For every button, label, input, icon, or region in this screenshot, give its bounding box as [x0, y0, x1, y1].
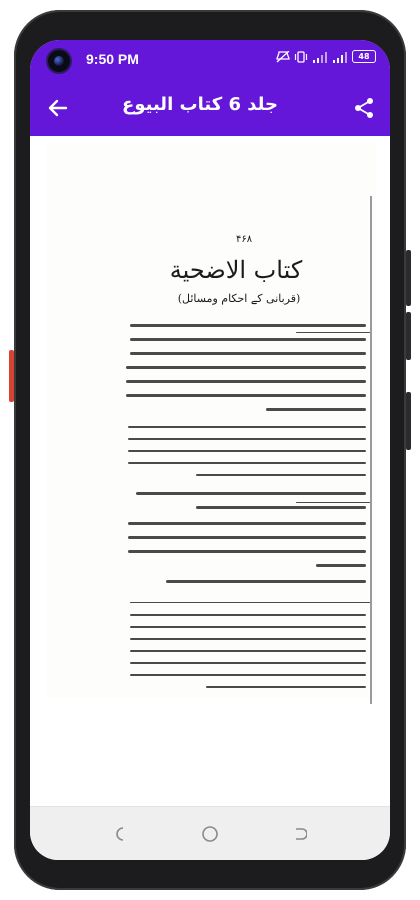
page-title: جلد 6 كتاب البيوع	[122, 94, 278, 115]
share-icon	[353, 97, 375, 119]
wifi-signal-icon	[332, 51, 348, 63]
mute-icon	[276, 51, 290, 63]
footnote-divider	[130, 602, 370, 603]
back-button[interactable]	[44, 94, 72, 122]
power-button	[406, 392, 411, 450]
side-button-red	[9, 350, 14, 402]
chapter-heading: كتاب الاضحية	[169, 256, 303, 284]
volume-down-button	[406, 312, 411, 360]
recents-icon	[113, 826, 129, 842]
app-bar	[30, 80, 390, 136]
battery-icon: 48	[352, 50, 376, 63]
page-number: ۴۶۸	[236, 234, 253, 245]
document-viewer[interactable]	[30, 136, 390, 806]
screen	[30, 40, 390, 860]
back-nav-icon	[291, 826, 307, 842]
home-icon	[201, 825, 219, 843]
page-edge	[370, 196, 372, 704]
status-icons	[276, 50, 376, 63]
vibrate-icon	[294, 51, 308, 63]
home-button[interactable]	[199, 823, 221, 845]
status-bar	[30, 40, 390, 80]
front-camera	[48, 50, 70, 72]
share-button[interactable]	[350, 94, 378, 122]
back-nav-button[interactable]	[288, 823, 310, 845]
volume-up-button	[406, 250, 411, 306]
chapter-subheading: (قربانی کے احکام ومسائل)	[177, 292, 301, 305]
scanned-page[interactable]	[46, 142, 376, 698]
status-time: 9:50 PM	[86, 51, 139, 67]
arrow-left-icon	[48, 98, 68, 118]
recents-button[interactable]	[110, 823, 132, 845]
signal-icon	[312, 51, 328, 63]
system-nav-bar	[30, 806, 390, 860]
